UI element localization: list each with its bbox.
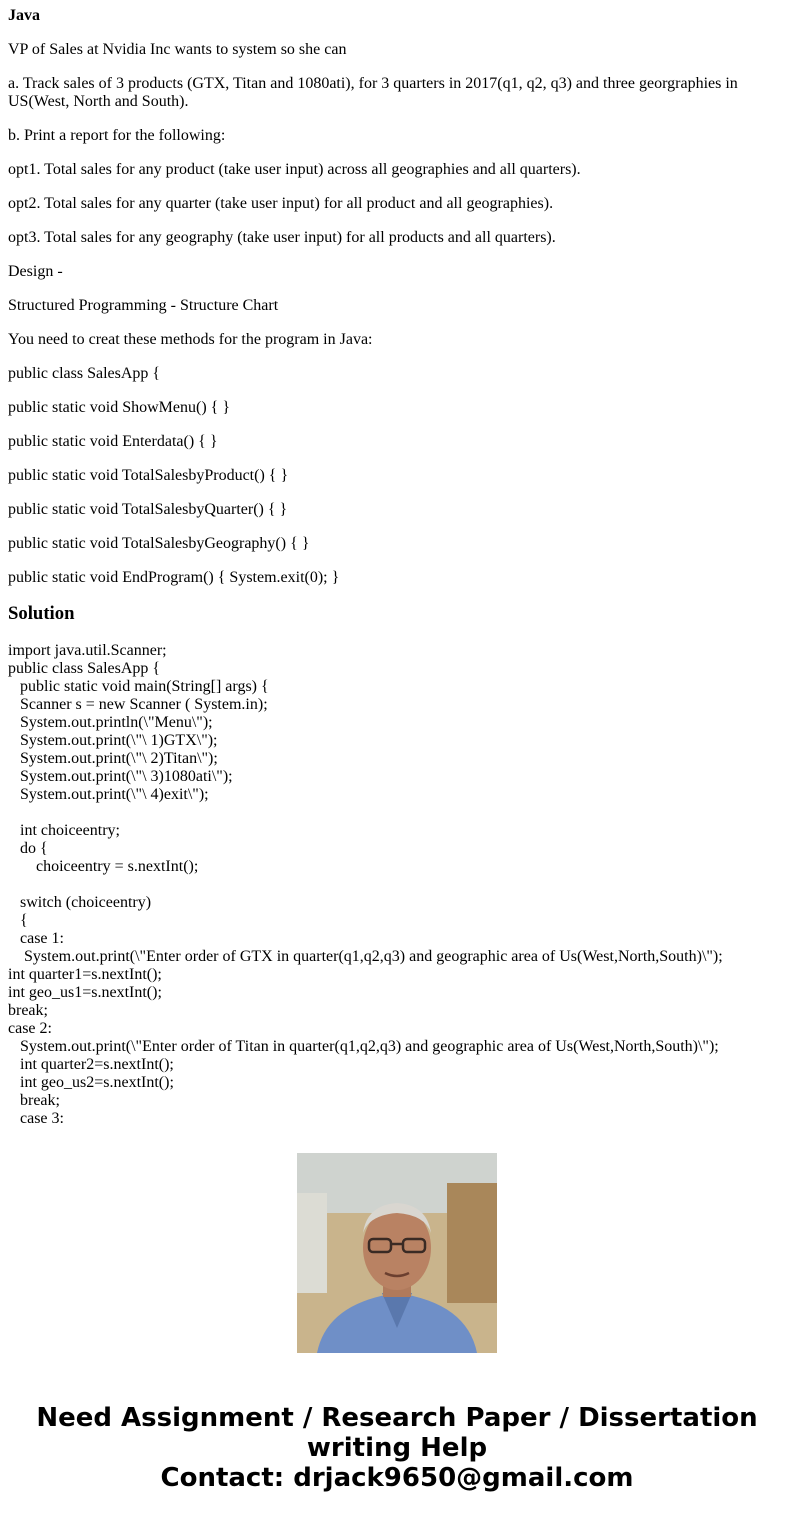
question-paragraph: public static void EndProgram() { System.exit(0); } xyxy=(8,569,340,586)
question-title: Java xyxy=(8,7,40,24)
question-paragraph: a. Track sales of 3 products (GTX, Titan and 1080ati), for 3 quarters in 2017(q1, q2, q3) and three georgraphies in US(West, North and South). xyxy=(8,75,738,110)
question-paragraph: public static void Enterdata() { } xyxy=(8,433,218,450)
question-paragraph: You need to creat these methods for the program in Java: xyxy=(8,331,373,348)
solution-code-container[interactable] xyxy=(8,642,786,1127)
question-document xyxy=(8,0,786,1127)
question-paragraph: Structured Programming - Structure Chart xyxy=(8,297,279,314)
solution-heading: Solution xyxy=(8,603,75,624)
question-paragraph: opt2. Total sales for any quarter (take user input) for all product and all geographies). xyxy=(8,195,554,212)
question-paragraph: VP of Sales at Nvidia Inc wants to system so she can xyxy=(8,41,347,58)
tutor-avatar xyxy=(297,1153,497,1353)
question-paragraph: public static void TotalSalesbyGeography() { } xyxy=(8,535,310,552)
question-paragraph: opt3. Total sales for any geography (take user input) for all products and all quarters). xyxy=(8,229,556,246)
question-paragraph: public static void TotalSalesbyQuarter() { } xyxy=(8,501,288,518)
solution-code: import java.util.Scanner; public class SalesApp { public static void main(String[] args) { Scanner s = new Scanner ( System.in); System.out.println(\"Menu\"); System.out.print(\"\ 1)GTX\"); System.out.print(\"\ 2)Titan\"); System.out.print(\"\ 3)1080ati\"); System.out.print(\"\ 4)exit\"); int choiceentry; do { choiceentry = s.nextInt(); switch (choiceentry) { case 1: System.out.print(\"Enter order of GTX in quarter(q1,q2,q3) and geographic area of Us(West,North,South)\"); int quarter1=s.nextInt(); int geo_us1=s.nextInt(); break; case 2: System.out.print(\"Enter order of Titan in quarter(q1,q2,q3) and geographic area of Us(West,North,South)\"); int quarter2=s.nextInt(); int geo_us2=s.nextInt(); break; case 3: xyxy=(8,642,723,1127)
question-paragraph: public static void TotalSalesbyProduct() { } xyxy=(8,467,289,484)
question-paragraph: opt1. Total sales for any product (take user input) across all geographies and all quarters). xyxy=(8,161,581,178)
question-paragraph: public class SalesApp { xyxy=(8,365,161,382)
promo-line: writing Help xyxy=(306,1433,488,1463)
question-paragraph: Design - xyxy=(8,263,63,280)
person-portrait-icon xyxy=(297,1153,497,1353)
promo-banner xyxy=(0,1403,794,1493)
question-body xyxy=(8,41,786,587)
question-paragraph: public static void ShowMenu() { } xyxy=(8,399,230,416)
question-paragraph: b. Print a report for the following: xyxy=(8,127,226,144)
promo-line: Need Assignment / Research Paper / Dissertation xyxy=(36,1403,758,1433)
promo-contact[interactable]: Contact: drjack9650@gmail.com xyxy=(160,1463,634,1493)
